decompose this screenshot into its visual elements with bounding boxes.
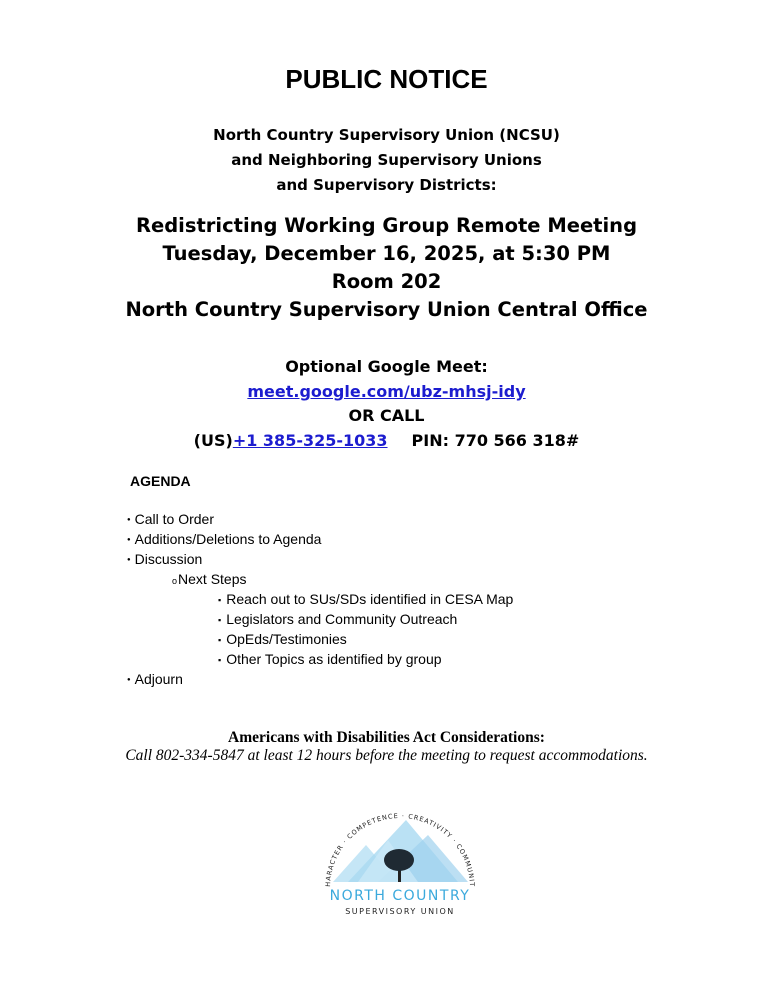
org-line: and Neighboring Supervisory Unions <box>231 151 542 169</box>
logo-motto: HARACTER · COMPETENCE · CREATIVITY · COMMUNIT <box>323 811 477 888</box>
pin: PIN: 770 566 318# <box>411 431 580 450</box>
google-meet-label: Optional Google Meet: <box>285 357 488 376</box>
agenda-item: ● Call to Order <box>127 511 214 527</box>
ada-heading: Americans with Disabilities Act Considerations: <box>228 729 545 746</box>
ncsu-logo <box>318 800 483 925</box>
agenda-item: ● Discussion <box>127 551 202 567</box>
country-code: (US) <box>193 431 233 450</box>
google-meet-link[interactable]: meet.google.com/ubz-mhsj-idy <box>247 382 526 401</box>
phone-line <box>0 431 773 450</box>
meeting-date: Tuesday, December 16, 2025, at 5:30 PM <box>162 242 611 265</box>
agenda-item: ● Additions/Deletions to Agenda <box>127 531 321 547</box>
phone-link[interactable]: +1 385-325-1033 <box>232 431 388 450</box>
agenda-subsubitem: ▪ OpEds/Testimonies <box>218 631 347 647</box>
logo-sub: SUPERVISORY UNION <box>345 907 455 916</box>
org-line: and Supervisory Districts: <box>276 176 497 194</box>
meeting-location: North Country Supervisory Union Central Office <box>125 298 648 321</box>
org-line: North Country Supervisory Union (NCSU) <box>213 126 560 144</box>
ada-text: Call 802-334-5847 at least 12 hours before the meeting to request accommodations. <box>125 747 648 764</box>
agenda-subsubitem: ▪ Other Topics as identified by group <box>218 651 442 667</box>
page-title: PUBLIC NOTICE <box>285 64 488 94</box>
or-call-label: OR CALL <box>348 406 425 425</box>
meeting-title: Redistricting Working Group Remote Meeting <box>135 214 638 237</box>
agenda-subsubitem: ▪ Legislators and Community Outreach <box>218 611 457 627</box>
meeting-room: Room 202 <box>331 270 442 293</box>
agenda-subsubitem: ▪ Reach out to SUs/SDs identified in CESA Map <box>218 591 513 607</box>
logo-name: NORTH COUNTRY <box>329 888 471 904</box>
agenda-subitem: o Next Steps <box>172 571 247 587</box>
agenda-heading: AGENDA <box>130 473 191 489</box>
agenda-item: ● Adjourn <box>127 671 183 687</box>
